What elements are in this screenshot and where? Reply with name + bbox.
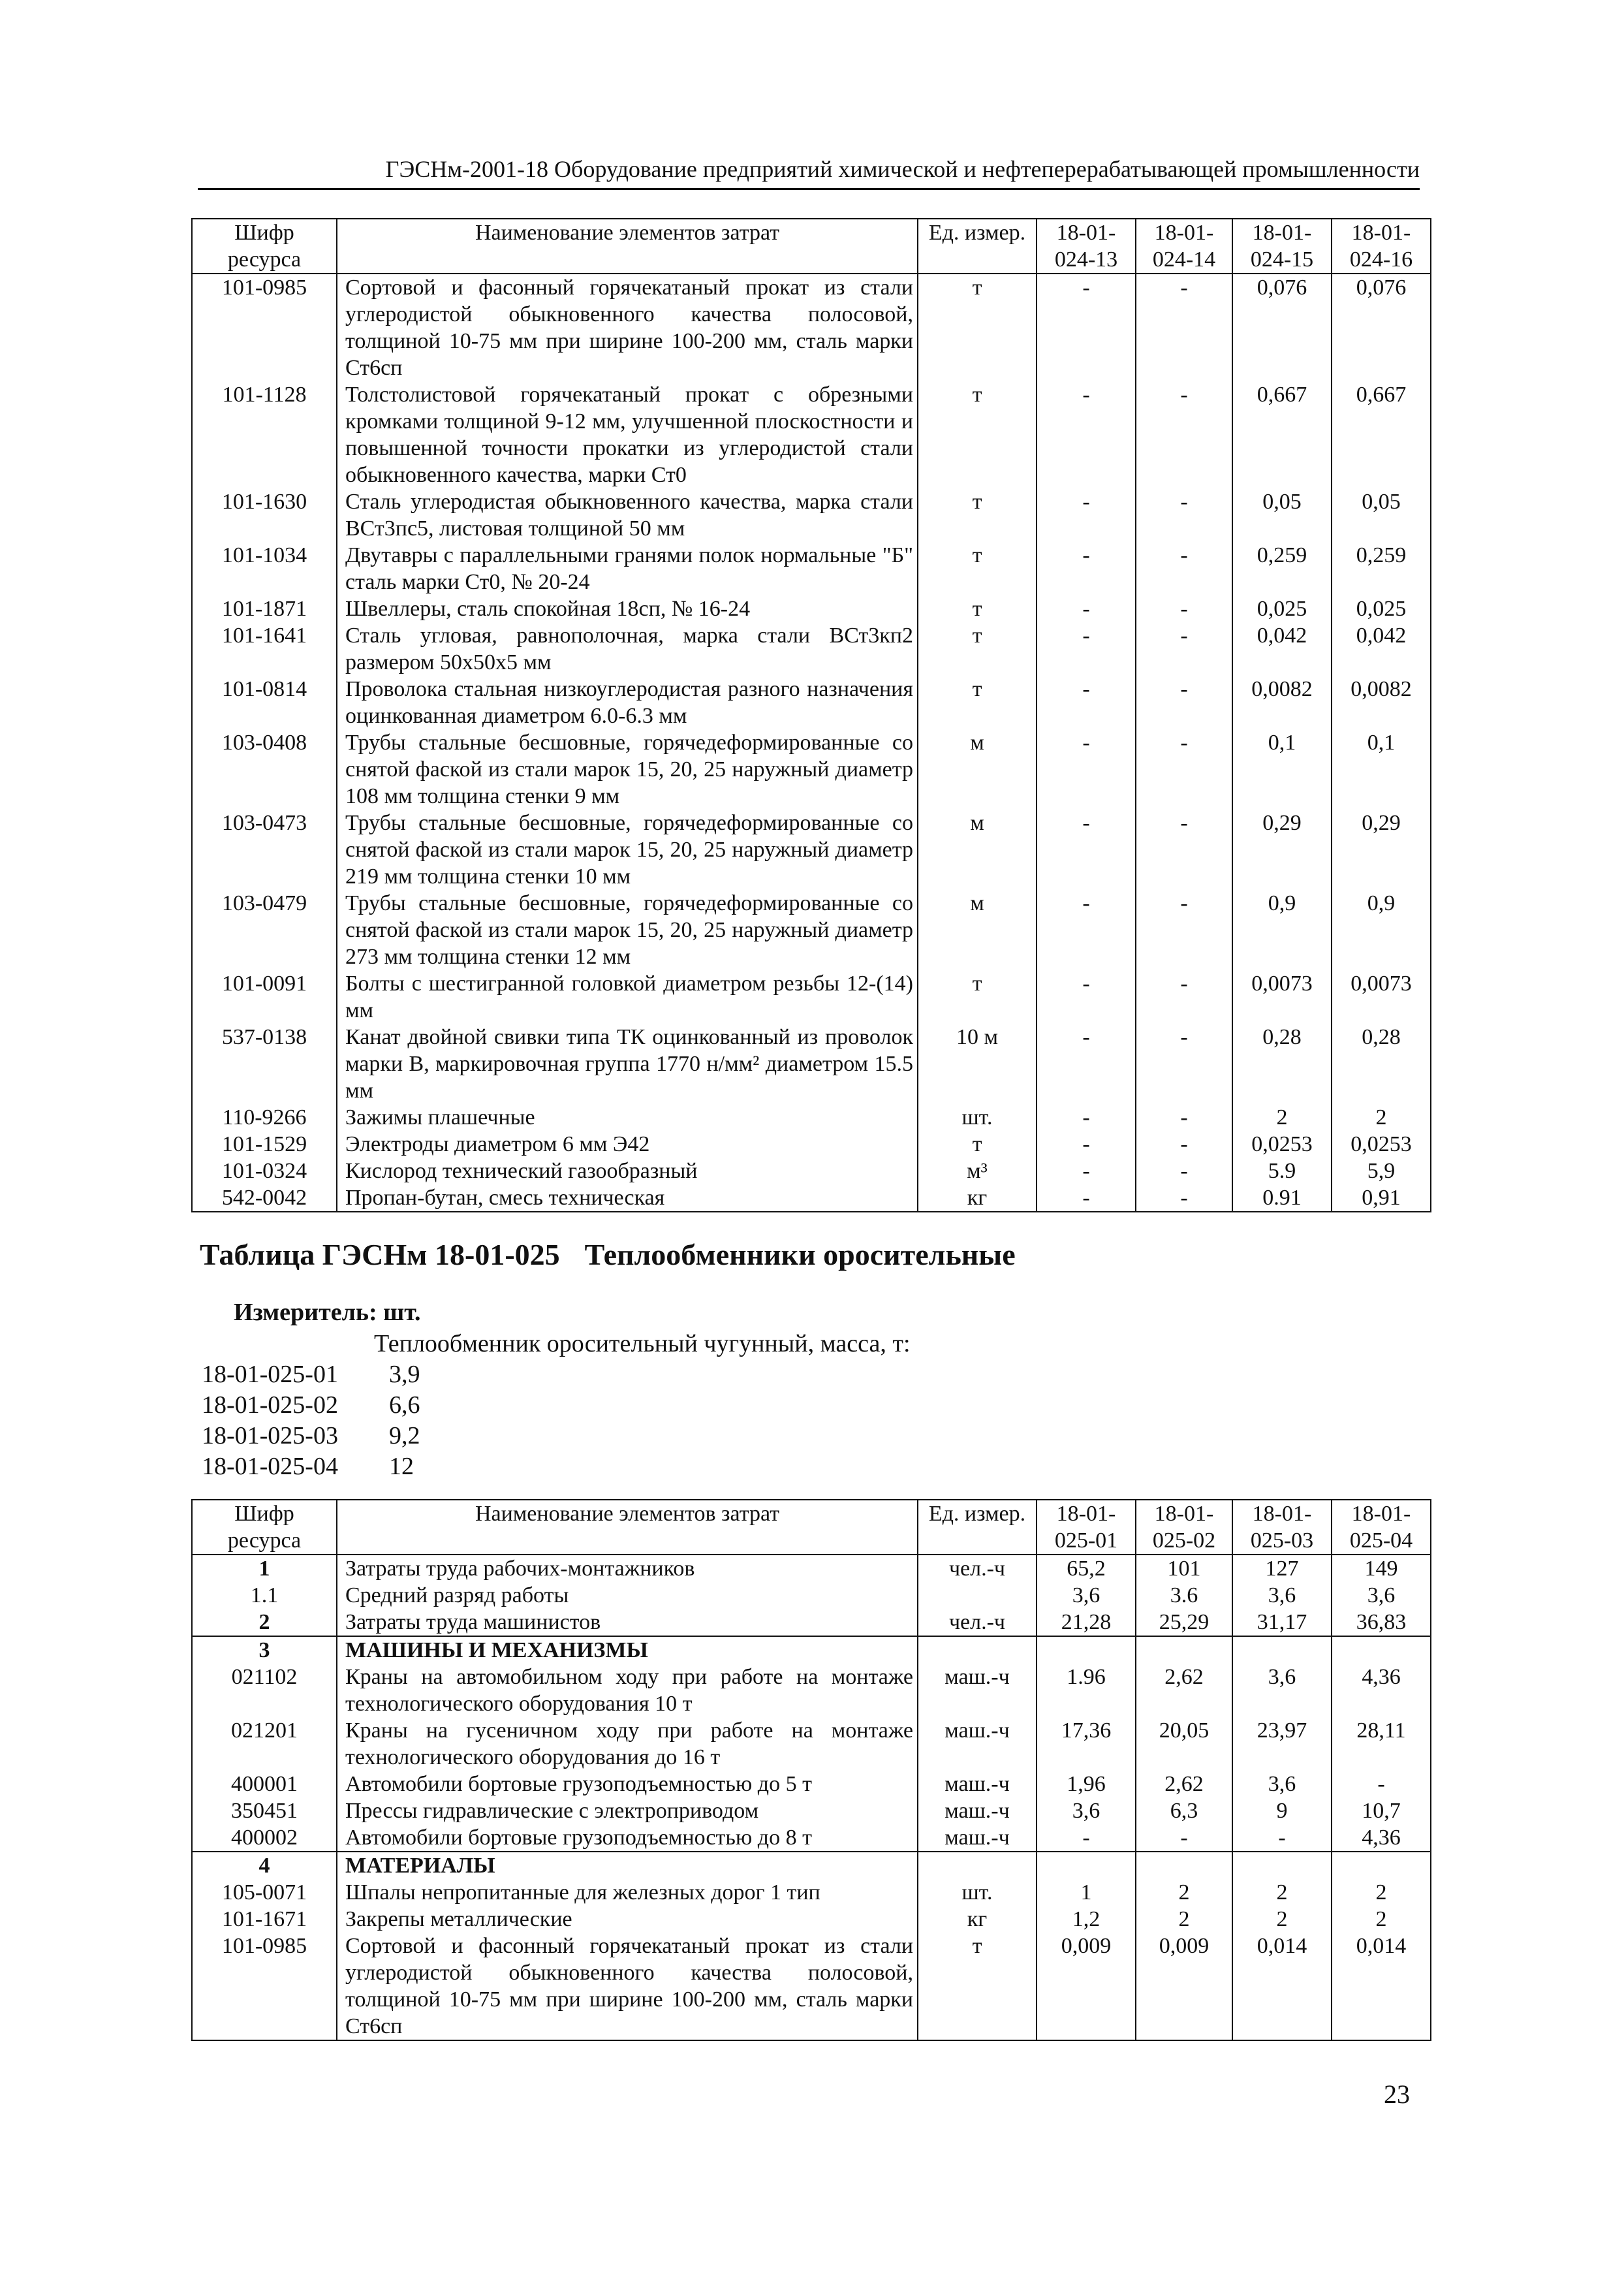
cell-unit: м	[918, 890, 1037, 970]
cell-v4: 2	[1332, 1879, 1431, 1906]
cell-v4: 0,076	[1332, 274, 1431, 381]
cell-unit: маш.-ч	[918, 1797, 1037, 1824]
cell-code: 103-0408	[192, 729, 337, 810]
cell-v3: 0,0253	[1232, 1131, 1332, 1158]
cell-v4: 0,025	[1332, 595, 1431, 622]
cell-v4: 149	[1332, 1555, 1431, 1582]
measure-unit: Измеритель: шт.	[234, 1299, 421, 1326]
cell-unit: кг	[918, 1906, 1037, 1933]
cell-code: 350451	[192, 1797, 337, 1824]
cell-code: 542-0042	[192, 1184, 337, 1212]
cell-v4: 0,1	[1332, 729, 1431, 810]
cell-v2: -	[1136, 676, 1232, 729]
cell-v3: 2	[1232, 1906, 1332, 1933]
cell-v3: 0,014	[1232, 1933, 1332, 2040]
cell-v2: -	[1136, 488, 1232, 542]
header-norm: 18-01- 025-03	[1232, 1500, 1332, 1555]
cell-v1: 1.96	[1037, 1664, 1136, 1717]
cell-name: Кислород технический газообразный	[337, 1158, 918, 1184]
cell-code: 1	[192, 1555, 337, 1582]
cell-v4: 28,11	[1332, 1717, 1431, 1771]
header-unit: Ед. измер.	[918, 1500, 1037, 1555]
item-code: 18-01-025-02	[202, 1391, 338, 1419]
cell-v4: 0,0073	[1332, 970, 1431, 1024]
cell-v4: 0,667	[1332, 381, 1431, 488]
item-mass: 3,9	[389, 1361, 420, 1388]
cell-v3: 2	[1232, 1104, 1332, 1131]
table-row	[192, 1771, 1431, 1797]
item-description: Теплообменник оросительный чугунный, масса, т:	[374, 1330, 911, 1357]
cell-unit: т	[918, 542, 1037, 595]
page-number: 23	[1384, 2080, 1410, 2109]
cell-code: 021102	[192, 1664, 337, 1717]
cell-v2: -	[1136, 622, 1232, 676]
cell-v2: 20,05	[1136, 1717, 1232, 1771]
cell-v3: 5.9	[1232, 1158, 1332, 1184]
cell-code: 103-0479	[192, 890, 337, 970]
cell-v3: 0,0073	[1232, 970, 1332, 1024]
header-code: Шифр ресурса	[192, 1500, 337, 1555]
cell-unit: т	[918, 622, 1037, 676]
cell-v2: -	[1136, 729, 1232, 810]
cell-code: 101-1529	[192, 1131, 337, 1158]
cell-v3: 127	[1232, 1555, 1332, 1582]
cell-unit: чел.-ч	[918, 1555, 1037, 1582]
cell-name: Сталь угловая, равнополочная, марка стали ВСт3кп2 размером 50х50х5 мм	[337, 622, 918, 676]
item-mass: 12	[389, 1453, 414, 1480]
cell-code: 101-0985	[192, 274, 337, 381]
cell-v4: 0,0082	[1332, 676, 1431, 729]
cell-v4: -	[1332, 1771, 1431, 1797]
cell-v1: -	[1037, 1104, 1136, 1131]
cell-v2: -	[1136, 1024, 1232, 1104]
cell-code: 101-1641	[192, 622, 337, 676]
cell-name: Канат двойной свивки типа ТК оцинкованный из проволок марки В, маркировочная группа 1770 н/мм² диаметром 15.5 мм	[337, 1024, 918, 1104]
cell-v4: 4,36	[1332, 1824, 1431, 1852]
cell-v2: 2,62	[1136, 1664, 1232, 1717]
cell-code: 101-1034	[192, 542, 337, 595]
cell-v4: 10,7	[1332, 1797, 1431, 1824]
cell-v1	[1037, 1852, 1136, 1879]
cell-v4: 0,29	[1332, 810, 1431, 890]
cell-v3: 0,29	[1232, 810, 1332, 890]
cell-v1: -	[1037, 890, 1136, 970]
cell-unit: т	[918, 1131, 1037, 1158]
cell-name: Закрепы металлические	[337, 1906, 918, 1933]
cell-unit: м	[918, 810, 1037, 890]
table-title-name: Теплообменники оросительные	[584, 1238, 1016, 1271]
cell-v1: 3,6	[1037, 1797, 1136, 1824]
header-unit: Ед. измер.	[918, 219, 1037, 274]
cell-v1: -	[1037, 1158, 1136, 1184]
cell-name: Шпалы непропитанные для железных дорог 1 тип	[337, 1879, 918, 1906]
table-row	[192, 1824, 1431, 1852]
cell-name: Зажимы плашечные	[337, 1104, 918, 1131]
running-header: ГЭСНм-2001-18 Оборудование предприятий химической и нефтеперерабатывающей промышленности	[385, 156, 1420, 182]
table-row	[192, 1852, 1431, 1879]
table-row	[192, 542, 1431, 595]
cell-unit: шт.	[918, 1104, 1037, 1131]
table-row	[192, 381, 1431, 488]
cell-unit: маш.-ч	[918, 1824, 1037, 1852]
resource-table-024	[191, 218, 1431, 1212]
cell-v2: -	[1136, 890, 1232, 970]
cell-unit: т	[918, 488, 1037, 542]
cell-name: Автомобили бортовые грузоподъемностью до 5 т	[337, 1771, 918, 1797]
cell-code: 021201	[192, 1717, 337, 1771]
table-title-label: Таблица ГЭСНм 18-01-025	[200, 1238, 560, 1271]
cell-v1: 0,009	[1037, 1933, 1136, 2040]
table-title	[200, 1237, 1016, 1272]
cell-name: Трубы стальные бесшовные, горячедеформированные со снятой фаской из стали марок 15, 20, 25 наружный диаметр 273 мм толщина стенки 12 мм	[337, 890, 918, 970]
cell-v1: -	[1037, 1824, 1136, 1852]
table-row	[192, 676, 1431, 729]
header-norm: 18-01- 024-16	[1332, 219, 1431, 274]
cell-v1: -	[1037, 1184, 1136, 1212]
cell-unit: 10 м	[918, 1024, 1037, 1104]
cell-code: 4	[192, 1852, 337, 1879]
header-name: Наименование элементов затрат	[337, 219, 918, 274]
cell-code: 101-1128	[192, 381, 337, 488]
cell-code: 1.1	[192, 1582, 337, 1609]
cell-v2: -	[1136, 542, 1232, 595]
table-row	[192, 1636, 1431, 1664]
item-code: 18-01-025-01	[202, 1361, 338, 1388]
cell-v4	[1332, 1852, 1431, 1879]
table-row	[192, 1664, 1431, 1717]
cell-v3: 0.91	[1232, 1184, 1332, 1212]
cell-code: 101-1671	[192, 1906, 337, 1933]
cell-name: Трубы стальные бесшовные, горячедеформированные со снятой фаской из стали марок 15, 20, 25 наружный диаметр 219 мм толщина стенки 10 мм	[337, 810, 918, 890]
cell-v2: 3.6	[1136, 1582, 1232, 1609]
item-code: 18-01-025-03	[202, 1422, 338, 1449]
cell-unit: маш.-ч	[918, 1664, 1037, 1717]
cell-v4: 5,9	[1332, 1158, 1431, 1184]
cell-code: 537-0138	[192, 1024, 337, 1104]
cell-v3: 0,259	[1232, 542, 1332, 595]
cell-v3	[1232, 1636, 1332, 1664]
table-row	[192, 810, 1431, 890]
cell-unit: чел.-ч	[918, 1609, 1037, 1636]
cell-code: 101-1630	[192, 488, 337, 542]
cell-name: МАТЕРИАЛЫ	[337, 1852, 918, 1879]
cell-v3: 31,17	[1232, 1609, 1332, 1636]
cell-unit: м³	[918, 1158, 1037, 1184]
cell-v1: 3,6	[1037, 1582, 1136, 1609]
resource-table-025	[191, 1499, 1431, 2041]
cell-code: 110-9266	[192, 1104, 337, 1131]
cell-unit: т	[918, 274, 1037, 381]
cell-v1: -	[1037, 381, 1136, 488]
cell-v1: -	[1037, 810, 1136, 890]
cell-v2: -	[1136, 1104, 1232, 1131]
cell-v3: 0,9	[1232, 890, 1332, 970]
table-row	[192, 890, 1431, 970]
cell-v4: 0,28	[1332, 1024, 1431, 1104]
cell-v3: 9	[1232, 1797, 1332, 1824]
table-row	[192, 1024, 1431, 1104]
cell-v4: 3,6	[1332, 1582, 1431, 1609]
cell-v4: 36,83	[1332, 1609, 1431, 1636]
cell-v2: -	[1136, 595, 1232, 622]
cell-code: 400001	[192, 1771, 337, 1797]
cell-v4: 0,042	[1332, 622, 1431, 676]
cell-v1: 1,2	[1037, 1906, 1136, 1933]
cell-v1: -	[1037, 1131, 1136, 1158]
cell-v1	[1037, 1636, 1136, 1664]
cell-v1: -	[1037, 622, 1136, 676]
cell-name: Затраты труда машинистов	[337, 1609, 918, 1636]
table-row	[192, 1555, 1431, 1582]
cell-v3: 23,97	[1232, 1717, 1332, 1771]
header-rule	[198, 188, 1420, 190]
cell-v1: -	[1037, 1024, 1136, 1104]
cell-v4: 0,0253	[1332, 1131, 1431, 1158]
cell-v3: 0,025	[1232, 595, 1332, 622]
cell-unit: кг	[918, 1184, 1037, 1212]
cell-v2: -	[1136, 1131, 1232, 1158]
cell-v3: 0,0082	[1232, 676, 1332, 729]
cell-v3	[1232, 1852, 1332, 1879]
header-norm: 18-01- 025-01	[1037, 1500, 1136, 1555]
cell-unit	[918, 1582, 1037, 1609]
cell-name: Трубы стальные бесшовные, горячедеформированные со снятой фаской из стали марок 15, 20, 25 наружный диаметр 108 мм толщина стенки 9 мм	[337, 729, 918, 810]
cell-v3: 0,076	[1232, 274, 1332, 381]
cell-code: 101-0985	[192, 1933, 337, 2040]
cell-unit: т	[918, 676, 1037, 729]
table-row	[192, 729, 1431, 810]
header-norm: 18-01- 024-14	[1136, 219, 1232, 274]
table-row	[192, 1879, 1431, 1906]
cell-unit: м	[918, 729, 1037, 810]
cell-v1: -	[1037, 488, 1136, 542]
cell-v3: -	[1232, 1824, 1332, 1852]
table-row	[192, 622, 1431, 676]
cell-unit: т	[918, 595, 1037, 622]
table-row	[192, 1184, 1431, 1212]
cell-v1: -	[1037, 274, 1136, 381]
cell-name: Проволока стальная низкоуглеродистая разного назначения оцинкованная диаметром 6.0-6.3 мм	[337, 676, 918, 729]
cell-v2: 2,62	[1136, 1771, 1232, 1797]
cell-v3: 0,28	[1232, 1024, 1332, 1104]
cell-v1: 21,28	[1037, 1609, 1136, 1636]
cell-name: Средний разряд работы	[337, 1582, 918, 1609]
cell-code: 2	[192, 1609, 337, 1636]
cell-v1: -	[1037, 595, 1136, 622]
cell-code: 3	[192, 1636, 337, 1664]
cell-v1: 17,36	[1037, 1717, 1136, 1771]
cell-name: Швеллеры, сталь спокойная 18сп, № 16-24	[337, 595, 918, 622]
cell-v1: 65,2	[1037, 1555, 1136, 1582]
table-row	[192, 1906, 1431, 1933]
cell-v2: -	[1136, 381, 1232, 488]
cell-unit: маш.-ч	[918, 1717, 1037, 1771]
cell-v3: 3,6	[1232, 1664, 1332, 1717]
cell-unit: т	[918, 381, 1037, 488]
cell-v3: 3,6	[1232, 1771, 1332, 1797]
cell-v3: 3,6	[1232, 1582, 1332, 1609]
table-row	[192, 1717, 1431, 1771]
cell-v3: 2	[1232, 1879, 1332, 1906]
cell-name: Болты с шестигранной головкой диаметром резьбы 12-(14) мм	[337, 970, 918, 1024]
cell-code: 101-0814	[192, 676, 337, 729]
cell-code: 101-1871	[192, 595, 337, 622]
table-header-row	[192, 219, 1431, 274]
cell-v2: -	[1136, 810, 1232, 890]
cell-v4: 0,05	[1332, 488, 1431, 542]
cell-v4: 0,259	[1332, 542, 1431, 595]
cell-v3: 0,1	[1232, 729, 1332, 810]
item-mass: 9,2	[389, 1422, 420, 1449]
header-norm: 18-01- 024-15	[1232, 219, 1332, 274]
cell-name: Двутавры с параллельными гранями полок нормальные "Б" сталь марки Ст0, № 20-24	[337, 542, 918, 595]
cell-v4	[1332, 1636, 1431, 1664]
cell-v2: -	[1136, 1158, 1232, 1184]
cell-v4: 0,91	[1332, 1184, 1431, 1212]
cell-name: Толстолистовой горячекатаный прокат с обрезными кромками толщиной 9-12 мм, улучшенной плоскостности и повышенной точности прокатки из углеродистой стали обыкновенного качества, марки Ст0	[337, 381, 918, 488]
cell-name: Сталь углеродистая обыкновенного качества, марка стали ВСт3пс5, листовая толщиной 50 мм	[337, 488, 918, 542]
cell-v2	[1136, 1852, 1232, 1879]
cell-v3: 0,05	[1232, 488, 1332, 542]
cell-v2: -	[1136, 970, 1232, 1024]
cell-v2: 0,009	[1136, 1933, 1232, 2040]
cell-v4: 4,36	[1332, 1664, 1431, 1717]
table-row	[192, 1797, 1431, 1824]
cell-v4: 0,9	[1332, 890, 1431, 970]
cell-v2: -	[1136, 274, 1232, 381]
cell-v1: -	[1037, 542, 1136, 595]
cell-v4: 0,014	[1332, 1933, 1431, 2040]
cell-name: Краны на автомобильном ходу при работе на монтаже технологического оборудования 10 т	[337, 1664, 918, 1717]
cell-name: Пропан-бутан, смесь техническая	[337, 1184, 918, 1212]
table-row	[192, 1933, 1431, 2040]
cell-name: Автомобили бортовые грузоподъемностью до 8 т	[337, 1824, 918, 1852]
header-norm: 18-01- 025-02	[1136, 1500, 1232, 1555]
header-code: Шифр ресурса	[192, 219, 337, 274]
cell-v2	[1136, 1636, 1232, 1664]
cell-name: Краны на гусеничном ходу при работе на монтаже технологического оборудования до 16 т	[337, 1717, 918, 1771]
cell-v4: 2	[1332, 1104, 1431, 1131]
cell-name: Сортовой и фасонный горячекатаный прокат из стали углеродистой обыкновенного качества полосовой, толщиной 10-75 мм при ширине 100-200 мм, сталь марки Ст6сп	[337, 1933, 918, 2040]
cell-v2: -	[1136, 1184, 1232, 1212]
cell-v1: -	[1037, 970, 1136, 1024]
cell-unit: т	[918, 1933, 1037, 2040]
header-norm: 18-01- 025-04	[1332, 1500, 1431, 1555]
cell-unit	[918, 1852, 1037, 1879]
cell-v2: -	[1136, 1824, 1232, 1852]
cell-unit: маш.-ч	[918, 1771, 1037, 1797]
cell-v1: 1,96	[1037, 1771, 1136, 1797]
cell-code: 105-0071	[192, 1879, 337, 1906]
table-row	[192, 1131, 1431, 1158]
item-code: 18-01-025-04	[202, 1453, 338, 1480]
cell-unit: шт.	[918, 1879, 1037, 1906]
table-row	[192, 274, 1431, 381]
cell-name: Сортовой и фасонный горячекатаный прокат из стали углеродистой обыкновенного качества полосовой, толщиной 10-75 мм при ширине 100-200 мм, сталь марки Ст6сп	[337, 274, 918, 381]
table-row	[192, 1609, 1431, 1636]
table-row	[192, 1582, 1431, 1609]
header-norm: 18-01- 024-13	[1037, 219, 1136, 274]
table-header-row	[192, 1500, 1431, 1555]
cell-name: Электроды диаметром 6 мм Э42	[337, 1131, 918, 1158]
cell-v1: 1	[1037, 1879, 1136, 1906]
cell-code: 103-0473	[192, 810, 337, 890]
table-row	[192, 488, 1431, 542]
header-name: Наименование элементов затрат	[337, 1500, 918, 1555]
cell-unit: т	[918, 970, 1037, 1024]
cell-v2: 6,3	[1136, 1797, 1232, 1824]
cell-code: 400002	[192, 1824, 337, 1852]
cell-unit	[918, 1636, 1037, 1664]
cell-name: МАШИНЫ И МЕХАНИЗМЫ	[337, 1636, 918, 1664]
cell-name: Прессы гидравлические с электроприводом	[337, 1797, 918, 1824]
table-row	[192, 1104, 1431, 1131]
cell-v2: 101	[1136, 1555, 1232, 1582]
cell-v3: 0,667	[1232, 381, 1332, 488]
cell-v2: 25,29	[1136, 1609, 1232, 1636]
cell-name: Затраты труда рабочих-монтажников	[337, 1555, 918, 1582]
cell-v2: 2	[1136, 1906, 1232, 1933]
cell-v1: -	[1037, 729, 1136, 810]
cell-v4: 2	[1332, 1906, 1431, 1933]
item-mass: 6,6	[389, 1391, 420, 1419]
cell-v1: -	[1037, 676, 1136, 729]
table-row	[192, 970, 1431, 1024]
cell-v3: 0,042	[1232, 622, 1332, 676]
table-row	[192, 595, 1431, 622]
table-row	[192, 1158, 1431, 1184]
cell-v2: 2	[1136, 1879, 1232, 1906]
cell-code: 101-0091	[192, 970, 337, 1024]
cell-code: 101-0324	[192, 1158, 337, 1184]
